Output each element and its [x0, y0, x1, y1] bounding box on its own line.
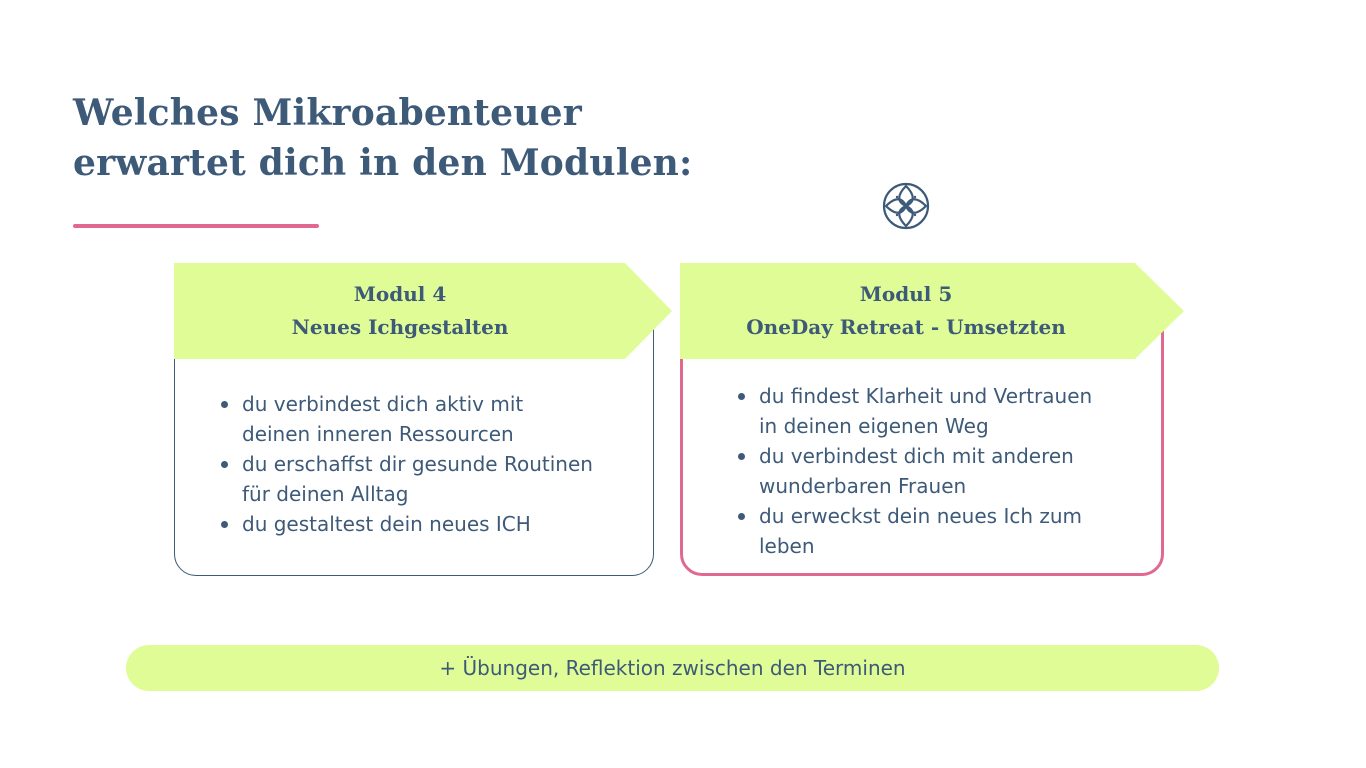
- module-5-list: [735, 381, 1155, 561]
- list-item: [218, 449, 648, 509]
- list-item: [735, 441, 1155, 501]
- module-4-label: Modul 4: [353, 282, 447, 306]
- flower-icon: [882, 182, 930, 230]
- list-item: [735, 381, 1155, 441]
- list-item-line: leben: [759, 534, 815, 558]
- list-item-line: in deinen eigenen Weg: [759, 414, 989, 438]
- footer-note-text: + Übungen, Reflektion zwischen den Terminen: [439, 656, 906, 680]
- list-item: [218, 509, 648, 539]
- module-4-list: [218, 389, 648, 539]
- module-4-title: Neues Ichgestalten: [291, 315, 509, 339]
- list-item-line: du findest Klarheit und Vertrauen: [759, 384, 1093, 408]
- list-item-line: wunderbaren Frauen: [759, 474, 967, 498]
- page-title: [73, 88, 693, 188]
- list-item-line: für deinen Alltag: [242, 482, 409, 506]
- list-item-line: du erweckst dein neues Ich zum: [759, 504, 1083, 528]
- title-underline: [73, 224, 319, 228]
- list-item-line: deinen inneren Ressourcen: [242, 422, 514, 446]
- list-item-line: du verbindest dich mit anderen: [759, 444, 1074, 468]
- module-5-label: Modul 5: [859, 282, 953, 306]
- title-line-2: erwartet dich in den Modulen:: [73, 142, 693, 184]
- list-item: [218, 389, 648, 449]
- list-item-line: du verbindest dich aktiv mit: [242, 392, 524, 416]
- module-5-banner: [680, 263, 1184, 359]
- module-4-banner: [174, 263, 672, 359]
- footer-note: [126, 645, 1219, 691]
- list-item: [735, 501, 1155, 561]
- module-5-title: OneDay Retreat - Umsetzten: [746, 315, 1066, 339]
- list-item-line: du gestaltest dein neues ICH: [242, 512, 531, 536]
- title-line-1: Welches Mikroabenteuer: [73, 92, 582, 134]
- list-item-line: du erschaffst dir gesunde Routinen: [242, 452, 593, 476]
